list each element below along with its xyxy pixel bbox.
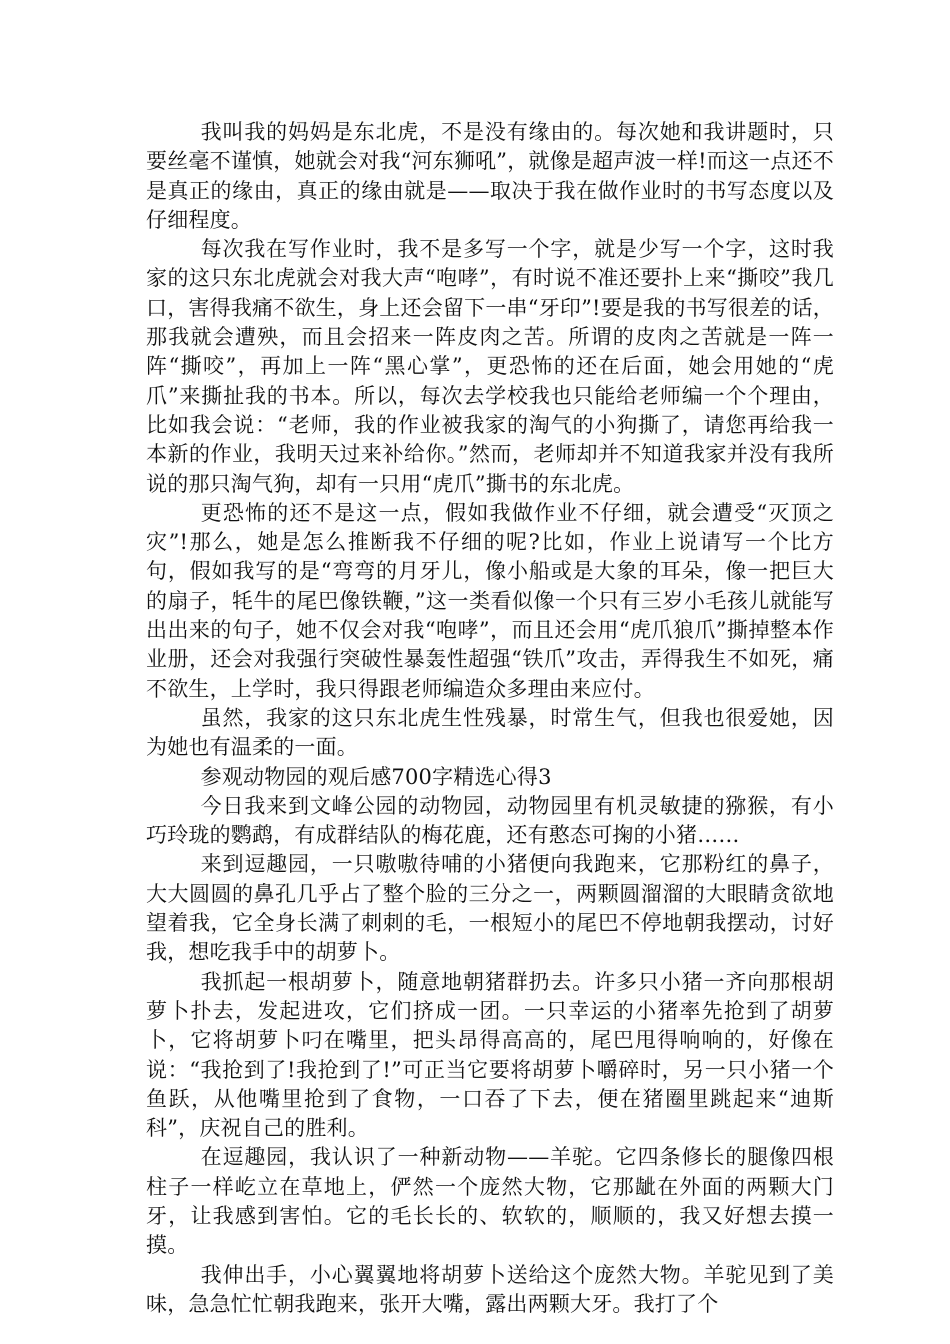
document-body xyxy=(146,118,834,1319)
paragraph: 来到逗趣园，一只嗷嗷待哺的小猪便向我跑来，它那粉红的鼻子，大大圆圆的鼻孔几乎占了整个脸的三分之一，两颗圆溜溜的大眼睛贪欲地望着我，它全身长满了刺刺的毛，一根短小的尾巴不停地朝我摆动，讨好我，想吃我手中的胡萝卜。 xyxy=(146,852,834,965)
paragraph: 我叫我的妈妈是东北虎，不是没有缘由的。每次她和我讲题时，只要丝毫不谨慎，她就会对我“河东狮吼”，就像是超声波一样!而这一点还不是真正的缘由，真正的缘由就是——取决于我在做作业时的书写态度以及仔细程度。 xyxy=(146,120,834,232)
paragraph: 每次我在写作业时，我不是多写一个字，就是少写一个字，这时我家的这只东北虎就会对我大声“咆哮”，有时说不准还要扑上来“撕咬”我几口，害得我痛不欲生，身上还会留下一串“牙印”!要是我的书写很差的话，那我就会遭殃，而且会招来一阵皮肉之苦。所谓的皮肉之苦就是一阵一阵“撕咬”，再加上一阵“黑心掌”，更恐怖的还在后面，她会用她的“虎爪”来撕扯我的书本。所以，每次去学校我也只能给老师编一个个理由，比如我会说：“老师，我的作业被我家的淘气的小狗撕了，请您再给我一本新的作业，我明天过来补给你。”然而，老师却并不知道我家并没有我所说的那只淘气狗，却有一只用“虎爪”撕书的东北虎。 xyxy=(146,237,834,496)
section-heading: 参观动物园的观后感700字精选心得3 xyxy=(200,764,552,789)
paragraph: 在逗趣园，我认识了一种新动物——羊驼。它四条修长的腿像四根柱子一样屹立在草地上，俨然一个庞然大物，它那龇在外面的两颗大门牙，让我感到害怕。它的毛长长的、软软的，顺顺的，我又好想去摸一摸。 xyxy=(146,1145,834,1258)
paragraph: 虽然，我家的这只东北虎生性残暴，时常生气，但我也很爱她，因为她也有温柔的一面。 xyxy=(146,705,834,760)
paragraph: 更恐怖的还不是这一点，假如我做作业不仔细，就会遭受“灭顶之灾”!那么，她是怎么推断我不仔细的呢?比如，作业上说请写一个比方句，假如我写的是“弯弯的月牙儿，像小船或是大象的耳朵，像一把巨大的扇子，牦牛的尾巴像铁鞭，”这一类看似像一个只有三岁小毛孩儿就能写出出来的句子，她不仅会对我“咆哮”，而且还会用“虎爪狼爪”撕掉整本作业册，还会对我强行突破性暴轰性超强“铁爪”攻击，弄得我生不如死，痛不欲生，上学时，我只得跟老师编造众多理由来应付。 xyxy=(146,500,834,701)
paragraph: 我抓起一根胡萝卜，随意地朝猪群扔去。许多只小猪一齐向那根胡萝卜扑去，发起进攻，它们挤成一团。一只幸运的小猪率先抢到了胡萝卜，它将胡萝卜叼在嘴里，把头昂得高高的，尾巴甩得响响的，好像在说：“我抢到了!我抢到了!”可正当它要将胡萝卜嚼碎时，另一只小猪一个鱼跃，从他嘴里抢到了食物，一口吞了下去，便在猪圈里跳起来“迪斯科”，庆祝自己的胜利。 xyxy=(146,969,834,1141)
paragraph: 我伸出手，小心翼翼地将胡萝卜送给这个庞然大物。羊驼见到了美味，急急忙忙朝我跑来，张开大嘴，露出两颗大牙。我打了个 xyxy=(146,1262,834,1316)
paragraph: 今日我来到文峰公园的动物园，动物园里有机灵敏捷的猕猴，有小巧玲珑的鹦鹉，有成群结队的梅花鹿，还有憨态可掬的小猪…… xyxy=(146,793,834,848)
